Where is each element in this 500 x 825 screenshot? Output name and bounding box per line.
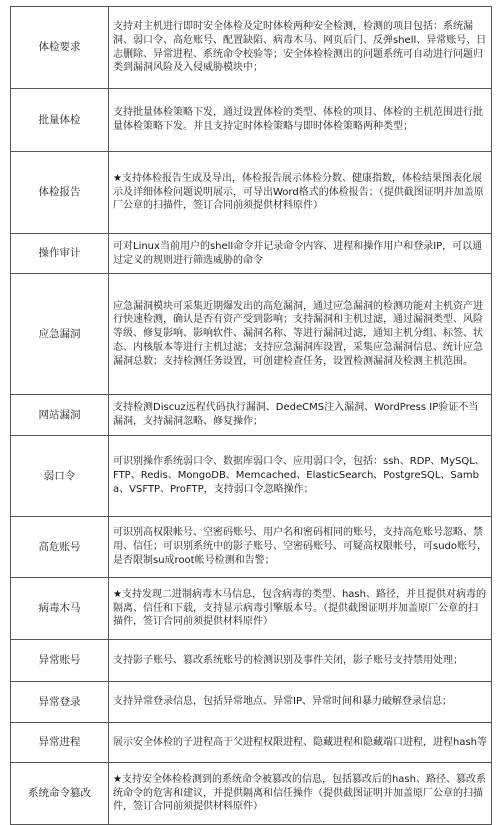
row-description: ★支持体检报告生成及导出，体检报告展示体检分数、健康指数，体检结果图表化展示及详细体检问题说明展示，可导出Word格式的体检报告；（提供截图证明并加盖原厂公章的扫描件，签订合同前须提供材料原件）: [109, 152, 492, 234]
table-row: [11, 152, 492, 234]
table-row: [11, 234, 492, 274]
table-row: [11, 578, 492, 640]
row-label: 异常账号: [11, 640, 109, 682]
row-description: 支持异常登录信息，包括异常地点、异常IP、异常时间和暴力破解登录信息；: [109, 682, 492, 723]
table-row: [11, 274, 492, 395]
spec-table-body: [11, 7, 492, 825]
row-description: 支持批量体检策略下发，通过设置体检的类型、体检的项目、体检的主机范围进行批量体检策略下发。并且支持定时体检策略与即时体检策略两种类型；: [109, 89, 492, 152]
table-row: [11, 723, 492, 763]
row-label: 体检要求: [11, 7, 109, 89]
spec-table-container: [10, 6, 492, 825]
row-description: 可识别操作系统弱口令、数据库弱口令、应用弱口令，包括：ssh、RDP、MySQL、FTP、Redis、MongoDB、Memcached、ElasticSearch、PostgreSQL、Samba、VSFTP、ProFTP，支持弱口令忽略操作；: [109, 436, 492, 517]
row-description: 支持检测Discuz远程代码执行漏洞、DedeCMS注入漏洞、WordPress IP验证不当漏洞，支持漏洞忽略、修复操作；: [109, 395, 492, 436]
table-row: [11, 682, 492, 723]
row-description: ★支持安全体检检测到的系统命令被篡改的信息，包括篡改后的hash、路径、篡改系统命令的危害和建议，并提供隔离和信任操作（提供截图证明并加盖原厂公章的扫描件，签订合同前须提供材料原件）: [109, 763, 492, 825]
table-row: [11, 7, 492, 89]
table-row: [11, 640, 492, 682]
row-label: 网站漏洞: [11, 395, 109, 436]
row-label: 操作审计: [11, 234, 109, 274]
table-row: [11, 763, 492, 825]
row-label: 系统命令篡改: [11, 763, 109, 825]
spec-table: [10, 6, 492, 825]
row-description: 应急漏洞模块可采集近期爆发出的高危漏洞，通过应急漏洞的检测功能对主机资产进行快速检测，确认是否有资产受到影响；支持漏洞和主机过滤，通过漏洞类型、风险等级、修复影响、影响软件、漏洞名称、等进行漏洞过滤，通知主机分组、标签、状态、内核版本等进行主机过滤；支持应急漏洞库设置，采集应急漏洞信息、统计应急漏洞总数；支持检测任务设置，可创建检查任务，设置检测漏洞及检测主机范围。: [109, 274, 492, 395]
table-row: [11, 517, 492, 578]
row-description: 支持对主机进行即时安全体检及定时体检两种安全检测，检测的项目包括：系统漏洞、弱口令、高危账号、配置缺陷、病毒木马、网页后门、反弹shell、异常账号、日志删除、异常进程、系统命令校验等；安全体检检测出的问题系统可自动进行问题归类到漏洞风险及入侵威胁模块中；: [109, 7, 492, 89]
row-label: 高危账号: [11, 517, 109, 578]
row-description: 可对Linux当前用户的shell命令并记录命令内容、进程和操作用户和登录IP，可以通过定义的规则进行筛选威胁的命令: [109, 234, 492, 274]
table-row: [11, 395, 492, 436]
row-label: 批量体检: [11, 89, 109, 152]
table-row: [11, 89, 492, 152]
row-description: 展示安全体检的子进程高于父进程权限进程、隐藏进程和隐藏端口进程，进程hash等: [109, 723, 492, 763]
row-label: 体检报告: [11, 152, 109, 234]
row-description: ★支持发现二进制病毒木马信息，包含病毒的类型、hash、路径，并且提供对病毒的隔离、信任和下载，支持显示病毒引擎版本号。（提供截图证明并加盖原厂公章的扫描件，签订合同前须提供材料原件）: [109, 578, 492, 640]
row-label: 弱口令: [11, 436, 109, 517]
row-label: 应急漏洞: [11, 274, 109, 395]
row-label: 异常登录: [11, 682, 109, 723]
row-label: 病毒木马: [11, 578, 109, 640]
table-row: [11, 436, 492, 517]
row-description: 可识别高权限帐号、空密码账号、用户名和密码相同的账号，支持高危账号忽略、禁用、信任；可识别系统中的影子账号、空密码账号、可疑高权限帐号，可sudo账号，是否限制su成root帐号检测和告警；: [109, 517, 492, 578]
row-label: 异常进程: [11, 723, 109, 763]
row-description: 支持影子账号、篡改系统账号的检测识别及事件关闭，影子账号支持禁用处理；: [109, 640, 492, 682]
